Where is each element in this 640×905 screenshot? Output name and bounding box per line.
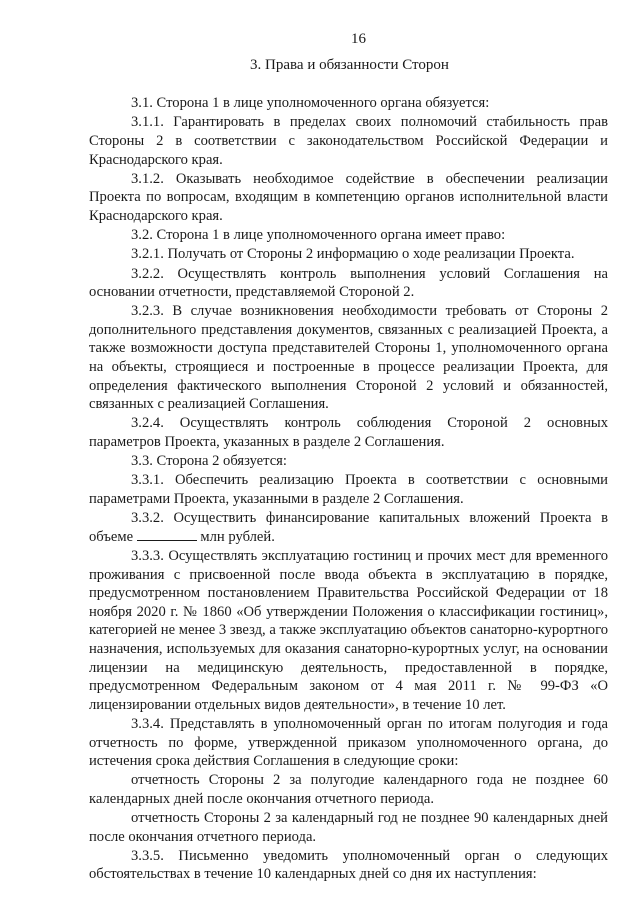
paragraph-3-3-4: 3.3.4. Представлять в уполномоченный орган по итогам полугодия и года отчетность по форме, утвержденной приказом уполномоченного органа, до истечения срока действия Соглашения в следующие сроки: — [89, 715, 608, 770]
page-number: 16 — [351, 31, 366, 47]
paragraph-3-3-2-text-end: млн рублей. — [196, 528, 275, 545]
paragraph-3-3-1: 3.3.1. Обеспечить реализацию Проекта в соответствии с основными параметрами Проекта, указанными в разделе 2 Соглашения. — [89, 472, 608, 507]
paragraph-3-2: 3.2. Сторона 1 в лице уполномоченного органа имеет право: — [131, 227, 506, 244]
paragraph-3-1: 3.1. Сторона 1 в лице уполномоченного органа обязуется: — [131, 95, 490, 112]
paragraph-3-1-1: 3.1.1. Гарантировать в пределах своих полномочий стабильность прав Стороны 2 в соответствии с законодательством Российской Федерации и Краснодарского края. — [89, 114, 608, 168]
paragraph-3-3-2 — [89, 509, 608, 546]
paragraph-report-half-year: отчетность Стороны 2 за полугодие календарного года не позднее 60 календарных дней после окончания отчетного периода. — [89, 772, 608, 807]
paragraph-3-1-2: 3.1.2. Оказывать необходимое содействие в обеспечении реализации Проекта по вопросам, входящим в компетенцию органов исполнительной власти Краснодарского края. — [89, 170, 608, 224]
paragraph-3-3-3: 3.3.3. Осуществлять эксплуатацию гостиниц и прочих мест для временного проживания с присвоенной после ввода объекта в эксплуатацию в порядке, предусмотренном постановлением Правительства Российской Федерации от 18 ноября 2020 г. № 1860 «Об утверждении Положения о классификации гостиниц», категорией не менее 3 звезд, а также эксплуатацию объектов санаторно-курортного назначения, используемых для оказания санаторно-курортных услуг, на основании лицензии на медицинскую деятельность, предоставленной в порядке, предусмотренном Федеральным законом от 4 мая 2011 г. № 99-ФЗ «О лицензировании отдельных видов деятельности», в течение 10 лет. — [89, 547, 608, 713]
paragraph-3-2-2: 3.2.2. Осуществлять контроль выполнения условий Соглашения на основании отчетности, представляемой Стороной 2. — [89, 265, 608, 301]
section-title: 3. Права и обязанности Сторон — [250, 56, 449, 73]
paragraph-3-3-2-text-start: 3.3.2. Осуществить финансирование капитальных вложений Проекта в объеме — [89, 510, 608, 545]
paragraph-3-2-3: 3.2.3. В случае возникновения необходимости требовать от Стороны 2 дополнительного представления документов, связанных с реализацией Проекта, а также возможности доступа представителей Стороны 1, уполномоченного органа на объекты, строящиеся и построенные в процессе реализации Проекта, для определения фактического выполнения Стороной 2 условий и обязанностей, связанных с реализацией Соглашения. — [89, 303, 608, 413]
paragraph-report-year: отчетность Стороны 2 за календарный год не позднее 90 календарных дней после окончания отчетного периода. — [89, 810, 608, 845]
paragraph-3-2-1: 3.2.1. Получать от Стороны 2 информацию о ходе реализации Проекта. — [131, 246, 575, 263]
paragraph-3-2-4: 3.2.4. Осуществлять контроль соблюдения Стороной 2 основных параметров Проекта, указанных в разделе 2 Соглашения. — [89, 415, 608, 451]
paragraph-3-3-5: 3.3.5. Письменно уведомить уполномоченный орган о следующих обстоятельствах в течение 10 календарных дней со дня их наступления: — [89, 847, 608, 883]
amount-blank-line — [137, 528, 197, 541]
paragraph-3-3: 3.3. Сторона 2 обязуется: — [131, 453, 287, 470]
